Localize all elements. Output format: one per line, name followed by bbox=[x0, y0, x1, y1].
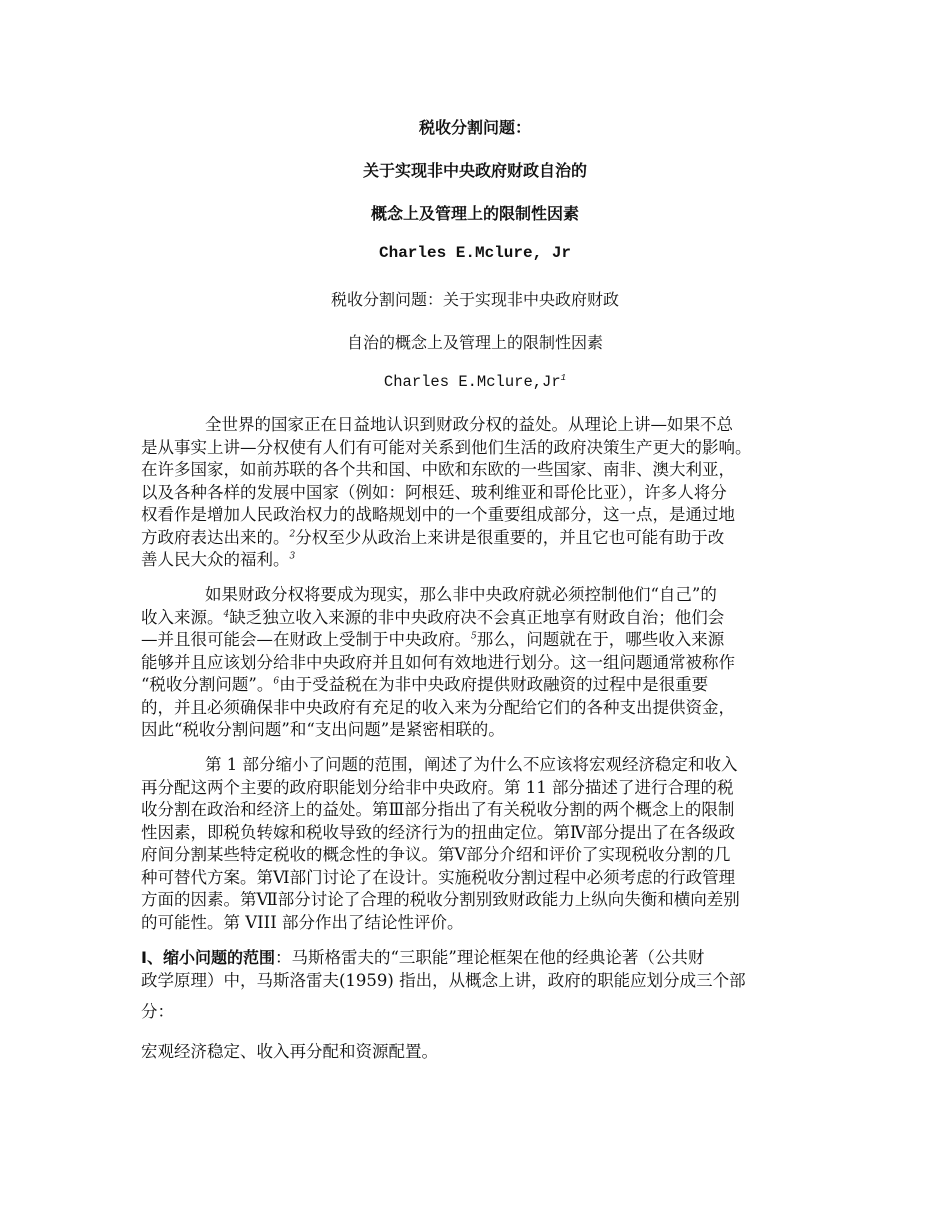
paragraph-line bbox=[141, 674, 821, 697]
footnote-ref-1: 1 bbox=[560, 372, 567, 383]
text-run: 缺乏独立收入来源的非中央政府决不会真正地享有财政自治；他们会 bbox=[229, 607, 725, 627]
author-line: Charles E.Mclure, Jr bbox=[378, 244, 572, 262]
paragraph-line: 宏观经济稳定、收入再分配和资源配置。 bbox=[141, 1042, 438, 1061]
subtitle-line-2: 自治的概念上及管理上的限制性因素 bbox=[346, 333, 603, 352]
paragraph-line: 政学原理）中，马斯洛雷夫(1959) 指出，从概念上讲，政府的职能应划分成三个部 bbox=[141, 970, 746, 990]
subtitle-line-1: 税收分割问题：关于实现非中央政府财政 bbox=[330, 290, 619, 309]
text-run: 那么，问题就在于，哪些收入来源 bbox=[476, 630, 725, 649]
paragraph-line: 能够并且应该划分给非中央政府并且如何有效地进行划分。这一组问题通常被称作 bbox=[141, 652, 735, 672]
footnote-ref-5: 5 bbox=[471, 631, 477, 642]
text-run: 善人民大众的福利。 bbox=[141, 550, 290, 569]
paragraph-line: 是从事实上讲—分权使有人们有可能对关系到他们生活的政府决策生产更大的影响。 bbox=[141, 437, 752, 457]
paragraph-line: 的，并且必须确保非中央政府有充足的收入来为分配给它们的各种支出提供资金， bbox=[141, 697, 735, 717]
paragraph-line: 以及各种各样的发展中国家（例如：阿根廷、玻利维亚和哥伦比亚），许多人将分 bbox=[141, 482, 727, 502]
title-line-2: 关于实现非中央政府财政自治的 bbox=[362, 161, 587, 180]
paragraph-line: 权看作是增加人民政治权力的战略规划中的一个重要组成部分，这一点，是通过地 bbox=[141, 505, 735, 524]
text-run: ：马斯格雷夫的“三职能”理论框架在他的经典论著（公共财 bbox=[274, 948, 705, 967]
paragraph-line bbox=[141, 607, 821, 630]
paragraph-line: 再分配这两个主要的政府职能划分给非中央政府。第 11 部分描述了进行合理的税 bbox=[141, 777, 734, 797]
paragraph-line: 全世界的国家正在日益地认识到财政分权的益处。从理论上讲—如果不总 bbox=[205, 415, 733, 434]
paragraph-line: 方面的因素。第Ⅶ部分讨论了合理的税收分割别致财政能力上纵向失衡和横向差别 bbox=[141, 890, 740, 909]
paragraph-2 bbox=[141, 584, 821, 742]
footnote-ref-4: 4 bbox=[223, 609, 230, 619]
title-line-3: 概念上及管理上的限制性因素 bbox=[370, 204, 579, 223]
paragraph-3 bbox=[141, 754, 821, 934]
author-line-2 bbox=[0, 373, 950, 391]
text-run: 分权至少从政治上来讲是很重要的，并且它也可能有助于改 bbox=[295, 527, 725, 547]
paragraph-line: 第 1 部分缩小了问题的范围，阐述了为什么不应该将宏观经济稳定和收入 bbox=[205, 755, 738, 774]
paragraph-line: 分： bbox=[141, 1002, 174, 1021]
paragraph-line: 性因素，即税负转嫁和税收导致的经济行为的扭曲定位。第Ⅳ部分提出了在各级政 bbox=[141, 822, 735, 842]
section-1-paragraph bbox=[141, 947, 821, 1024]
text-run: —并且很可能会—在财政上受制于中央政府。 bbox=[141, 630, 471, 649]
paragraph-line: 的可能性。第 VIII 部分作出了结论性评价。 bbox=[141, 912, 464, 932]
paragraph-line: 收分割在政治和经济上的益处。第Ⅲ部分指出了有关税收分割的两个概念上的限制 bbox=[141, 800, 735, 819]
paragraph-1 bbox=[141, 414, 821, 572]
footnote-ref-2: 2 bbox=[289, 529, 296, 539]
paragraph-5 bbox=[141, 1041, 821, 1064]
text-run: 收入来源。 bbox=[141, 607, 224, 627]
paragraph-line: 在许多国家，如前苏联的各个共和国、中欧和东欧的一些国家、南非、澳大利亚， bbox=[141, 460, 735, 479]
footnote-ref-6: 6 bbox=[273, 676, 280, 687]
paragraph-line bbox=[141, 527, 821, 550]
paragraph-line bbox=[141, 549, 821, 572]
footnote-ref-3: 3 bbox=[289, 551, 296, 562]
paragraph-line: 因此“税收分割问题”和“支出问题”是紧密相联的。 bbox=[141, 720, 505, 739]
text-run: 由于受益税在为非中央政府提供财政融资的过程中是很重要 bbox=[279, 675, 709, 694]
text-run: “税收分割问题”。 bbox=[141, 675, 274, 694]
title-line-1: 税收分割问题： bbox=[418, 118, 531, 137]
text-run: 方政府表达出来的。 bbox=[141, 527, 290, 547]
paragraph-line bbox=[141, 629, 821, 652]
paragraph-line bbox=[141, 947, 821, 970]
paragraph-line: 如果财政分权将要成为现实，那么非中央政府就必须控制他们“自己”的 bbox=[205, 585, 717, 604]
paragraph-line: 府间分割某些特定税收的概念性的争议。第Ⅴ部分介绍和评价了实现税收分割的几 bbox=[141, 845, 731, 864]
author2-name: Charles E.Mclure,Jr bbox=[383, 373, 561, 391]
section-heading: Ⅰ、缩小问题的范围 bbox=[141, 948, 275, 967]
paragraph-line: 种可替代方案。第Ⅵ部门讨论了在设计。实施税收分割过程中必须考虑的行政管理 bbox=[141, 867, 736, 887]
